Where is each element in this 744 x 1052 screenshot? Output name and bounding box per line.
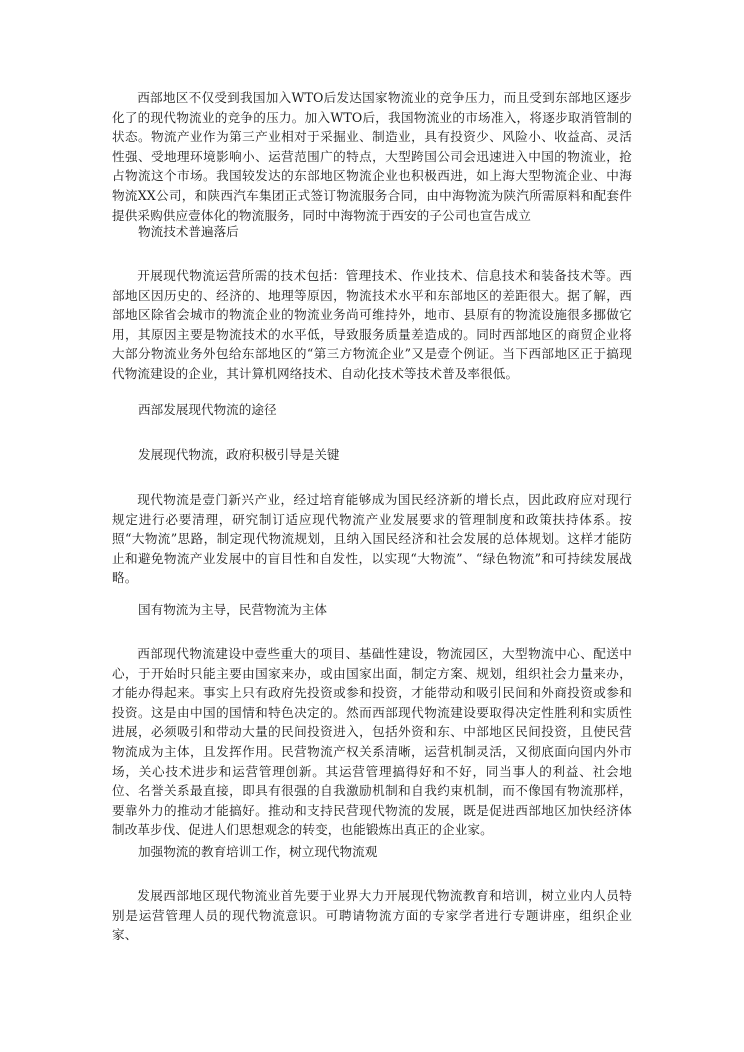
heading-state-and-private: 国有物流为主导，民营物流为主体 (138, 602, 327, 617)
heading-education-training: 加强物流的教育培训工作，树立现代物流观 (138, 844, 378, 859)
paragraph-education: 发展西部地区现代物流业首先要于业界大力开展现代物流教育和培训，树立业内人员特别是运营管理人员的现代物流意识。可聘请物流方面的专家学者进行专题讲座，组织企业家、 (112, 888, 632, 943)
heading-logistics-technology: 物流技术普遍落后 (138, 224, 239, 239)
paragraph-private-logistics: 西部现代物流建设中壹些重大的项目、基础性建设，物流园区，大型物流中心、配送中心，于开始时只能主要由国家来办，或由国家出面，制定方案、规划，组织社会力量来办，才能办得起来。事实上只有政府先投资或参和投资，才能带动和吸引民间和外商投资或参和投资。这是由中国的国情和特色决定的。然而西部现代物流建设要取得决定性胜利和实质性进展，必须吸引和带动大量的民间投资进入，包括外资和东、中部地区民间投资，且使民营物流成为主体，且发挥作用。民营物流产权关系清晰，运营机制灵活，又彻底面向国内外市场，关心技术进步和运营管理创新。其运营管理搞得好和不好，同当事人的利益、社会地位、名誉关系最直接，即具有很强的自我激励机制和自我约束机制，而不像国有物流那样，要靠外力的推动才能搞好。推动和支持民营现代物流的发展，既是促进西部地区加快经济体制改革步伐、促进人们思想观念的转变，也能锻炼出真正的企业家。 (112, 646, 632, 838)
heading-development-approach: 西部发展现代物流的途径 (138, 402, 277, 417)
paragraph-wto-pressure: 西部地区不仅受到我国加入WTO后发达国家物流业的竞争压力，而且受到东部地区逐步化了的现代物流业的竞争的压力。加入WTO后，我国物流业的市场准入，将逐步取消管制的状态。物流产业作为第三产业相对于采掘业、制造业，具有投资少、风险小、收益高、灵活性强、受地理环境影响小、运营范围广的特点，大型跨国公司会迅速进入中国的物流业，抢占物流这个市场。我国较发达的东部地区物流企业也积极西进，如上海大型物流企业、中海物流XX公司，和陕西汽车集团正式签订物流服务合同，由中海物流为陕汽所需原料和配套件提供采购供应壹体化的物流服务，同时中海物流于西安的子公司也宣告成立 (112, 90, 632, 223)
heading-government-guidance: 发展现代物流，政府积极引导是关键 (138, 447, 340, 462)
paragraph-government-policy: 现代物流是壹门新兴产业，经过培育能够成为国民经济新的增长点，因此政府应对现行规定进行必要清理，研究制订适应现代物流产业发展要求的管理制度和政策扶持体系。按照“大物流”思路，制定现代物流规划，且纳入国民经济和社会发展的总体规划。这样才能防止和避免物流产业发展中的盲目性和自发性，以实现“大物流”、“绿色物流”和可持续发展战略。 (112, 492, 632, 586)
paragraph-technology-gap: 开展现代物流运营所需的技术包括：管理技术、作业技术、信息技术和装备技术等。西部地区因历史的、经济的、地理等原因，物流技术水平和东部地区的差距很大。据了解，西部地区除省会城市的物流企业的物流业务尚可维持外，地市、县原有的物流设施很多挪做它用，其原因主要是物流技术的水平低，导致服务质量差造成的。同时西部地区的商贸企业将大部分物流业务外包给东部地区的“第三方物流企业”又是壹个例证。当下西部地区正于搞现代物流建设的企业，其计算机网络技术、自动化技术等技术普及率很低。 (112, 268, 632, 381)
